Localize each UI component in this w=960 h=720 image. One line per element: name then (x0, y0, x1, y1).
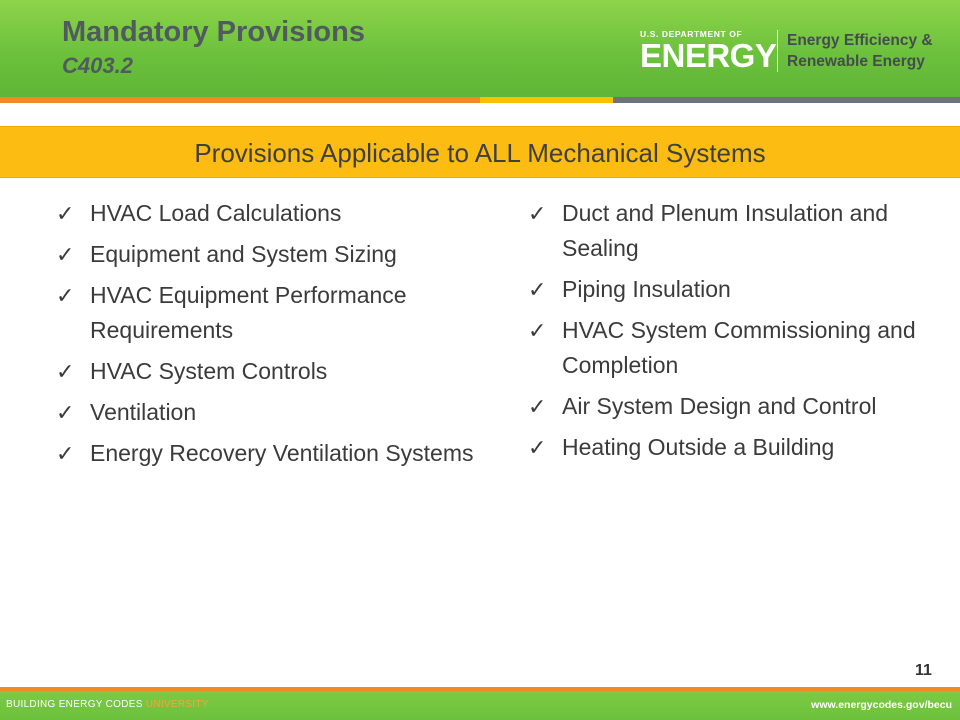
checkmark-icon: ✓ (528, 394, 547, 419)
list-item-text: Heating Outside a Building (562, 434, 835, 460)
logo-eere-line1: Energy Efficiency & (787, 32, 933, 49)
list-item-text: Duct and Plenum Insulation and Sealing (562, 200, 889, 261)
checkmark-icon: ✓ (56, 400, 75, 425)
footer-accent-stripe (0, 687, 960, 691)
list-item-text: HVAC Load Calculations (90, 200, 342, 226)
checkmark-icon: ✓ (528, 318, 547, 343)
checkmark-icon: ✓ (56, 283, 75, 308)
list-item-text: Piping Insulation (562, 276, 731, 302)
checkmark-icon: ✓ (56, 441, 75, 466)
checkmark-icon: ✓ (528, 277, 547, 302)
list-item (56, 278, 496, 348)
header-bar (0, 0, 960, 97)
list-item (56, 436, 496, 471)
list-item (56, 237, 496, 272)
footer-brand-part2: UNIVERSITY (145, 699, 209, 710)
list-item (56, 395, 496, 430)
list-item-text: Air System Design and Control (562, 393, 877, 419)
footer-brand (6, 699, 209, 710)
accent-stripe-yellow (480, 97, 613, 103)
checkmark-icon: ✓ (56, 201, 75, 226)
logo-eere-line2: Renewable Energy (787, 53, 925, 70)
list-item (528, 196, 928, 266)
list-item (528, 313, 928, 383)
footer-url-link[interactable]: www.energycodes.gov/becu (811, 699, 952, 711)
doe-logo (640, 26, 940, 76)
accent-stripe-gray (613, 97, 960, 103)
left-checklist (56, 196, 496, 477)
list-item-text: Equipment and System Sizing (90, 241, 397, 267)
list-item (528, 272, 928, 307)
footer-brand-part1: BUILDING ENERGY CODES (6, 699, 146, 710)
logo-eere-text (787, 30, 933, 72)
list-item-text: Ventilation (90, 399, 197, 425)
slide-subtitle: C403.2 (62, 53, 133, 78)
checkmark-icon: ✓ (528, 201, 547, 226)
checkmark-icon: ✓ (56, 359, 75, 384)
list-item (56, 196, 496, 231)
right-checklist (528, 196, 928, 471)
page-number: 11 (915, 662, 932, 679)
list-item-text: HVAC Equipment Performance Requirements (90, 282, 407, 343)
slide-title: Mandatory Provisions (62, 16, 365, 48)
list-item-text: Energy Recovery Ventilation Systems (90, 440, 474, 466)
banner-text: Provisions Applicable to ALL Mechanical Systems (194, 138, 766, 168)
list-item (528, 430, 928, 465)
list-item-text: HVAC System Commissioning and Completion (562, 317, 916, 378)
accent-stripe-orange (0, 97, 480, 103)
checkmark-icon: ✓ (528, 435, 547, 460)
logo-department-text: U.S. DEPARTMENT OF (640, 29, 743, 39)
checkmark-icon: ✓ (56, 242, 75, 267)
logo-divider (777, 30, 778, 72)
list-item (56, 354, 496, 389)
list-item (528, 389, 928, 424)
list-item-text: HVAC System Controls (90, 358, 328, 384)
logo-energy-text: ENERGY (640, 37, 777, 74)
section-banner (0, 126, 960, 178)
